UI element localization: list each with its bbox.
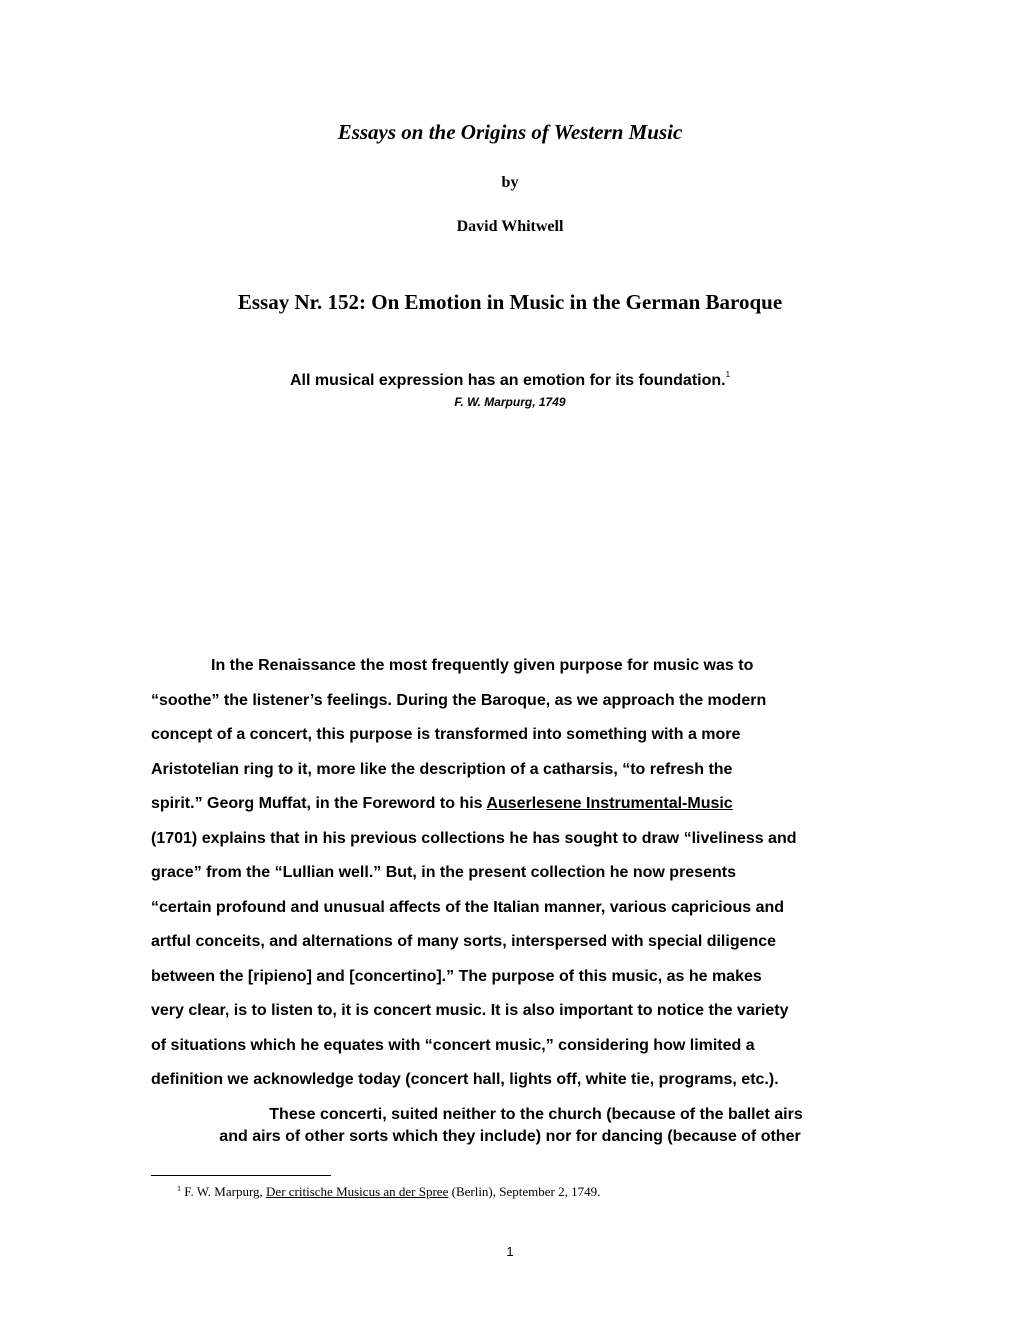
body-line: grace” from the “Lullian well.” But, in the present collection he now presents: [151, 864, 736, 881]
page-number: 1: [506, 1244, 514, 1259]
body-line: of situations which he equates with “concert music,” considering how limited a: [151, 1037, 755, 1054]
body-line: very clear, is to listen to, it is concert music. It is also important to notice the variety: [151, 1002, 789, 1019]
epigraph: [0, 370, 1020, 390]
cited-work-title: Auserlesene Instrumental-Music: [486, 795, 733, 812]
body-line: “soothe” the listener’s feelings. During the Baroque, as we approach the modern: [151, 692, 767, 709]
body-line: concept of a concert, this purpose is transformed into something with a more: [151, 726, 741, 743]
series-title: Essays on the Origins of Western Music: [337, 120, 683, 144]
footnote-cited-title: Der critische Musicus an der Spree: [266, 1184, 449, 1199]
footnote-reference[interactable]: 1: [725, 370, 731, 379]
essay-title: Essay Nr. 152: On Emotion in Music in the German Baroque: [237, 290, 783, 314]
block-quote-line: These concerti, suited neither to the church (because of the ballet airs: [269, 1106, 803, 1123]
block-quote-line: and airs of other sorts which they include) nor for dancing (because of other: [219, 1128, 801, 1145]
body-line: “certain profound and unusual affects of the Italian manner, various capricious and: [151, 899, 785, 916]
footnote: [177, 1184, 600, 1200]
body-line: Aristotelian ring to it, more like the description of a catharsis, “to refresh the: [151, 761, 733, 778]
epigraph-text: All musical expression has an emotion for its foundation.: [289, 372, 726, 389]
byline-label: by: [501, 174, 519, 191]
footnote-number: 1: [177, 1184, 181, 1193]
body-line: definition we acknowledge today (concert hall, lights off, white tie, programs, etc.).: [151, 1071, 779, 1088]
body-line: [151, 794, 733, 814]
body-text: spirit.” Georg Muffat, in the Foreword to his: [151, 795, 487, 812]
epigraph-attribution: F. W. Marpurg, 1749: [454, 395, 566, 409]
footnote-separator: [151, 1175, 331, 1176]
footnote-suffix: (Berlin), September 2, 1749.: [448, 1184, 601, 1199]
body-line: (1701) explains that in his previous collections he has sought to draw “liveliness and: [151, 830, 797, 847]
body-line: artful conceits, and alternations of many sorts, interspersed with special diligence: [151, 933, 777, 950]
body-line: between the [ripieno] and [concertino].” The purpose of this music, as he makes: [151, 968, 762, 985]
body-line: In the Renaissance the most frequently given purpose for music was to: [211, 657, 754, 674]
author-name: David Whitwell: [456, 218, 564, 235]
footnote-prefix: F. W. Marpurg,: [181, 1184, 267, 1199]
